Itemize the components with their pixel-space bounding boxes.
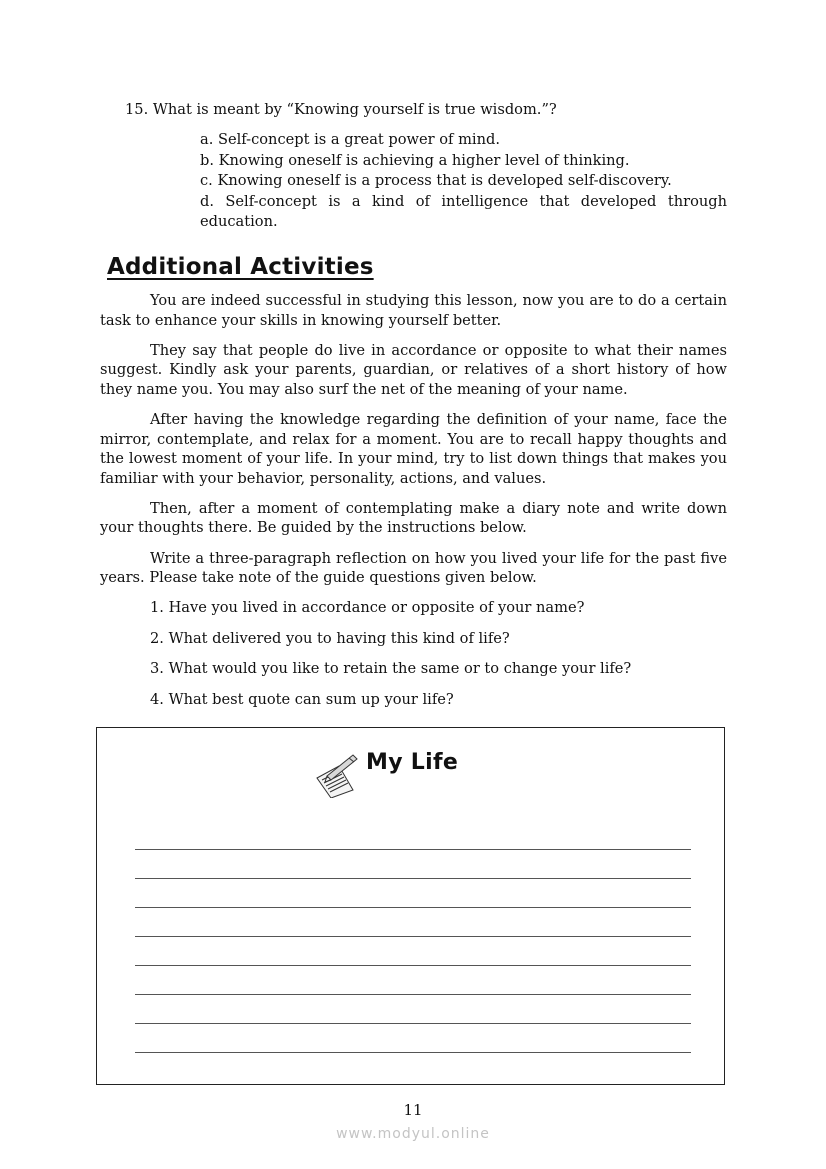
paragraph: Then, after a moment of contemplating make a diary note and write down your thoughts there. Be guided by the instructions below. [100, 499, 727, 537]
question-15-choices [200, 130, 727, 233]
guide-question: 3. What would you like to retain the same or to change your life? [150, 660, 632, 678]
question-15-stem: 15. What is meant by “Knowing yourself is true wisdom.”? [125, 101, 557, 118]
guide-question: 1. Have you lived in accordance or opposite of your name? [150, 599, 585, 616]
watermark: www.modyul.online [336, 1126, 490, 1142]
writing-line [135, 936, 691, 937]
writing-line [135, 878, 691, 879]
writing-line [135, 1023, 691, 1024]
section-heading: Additional Activities [107, 254, 374, 280]
my-life-title: My Life [366, 750, 459, 775]
paragraph: After having the knowledge regarding the definition of your name, face the mirror, contemplate, and relax for a moment. You are to recall happy thoughts and the lowest moment of your life. In your mind, try to list down things that makes you familiar with your behavior, personality, actions, and values. [100, 410, 727, 487]
activity-instructions [100, 291, 727, 598]
paragraph: They say that people do live in accordance or opposite to what their names suggest. Kindly ask your parents, guardian, or relatives of a short history of how they name you. You may also surf the net of the meaning of your name. [100, 341, 727, 398]
choice-b: b. Knowing oneself is achieving a higher level of thinking. [200, 151, 630, 169]
page-number: 11 [403, 1101, 423, 1119]
my-life-writing-box [96, 727, 725, 1085]
writing-line [135, 965, 691, 966]
writing-line [135, 907, 691, 908]
choice-c: c. Knowing oneself is a process that is developed self-discovery. [200, 172, 672, 190]
choice-a: a. Self-concept is a great power of mind. [200, 131, 500, 148]
paragraph: You are indeed successful in studying this lesson, now you are to do a certain task to enhance your skills in knowing yourself better. [100, 292, 727, 329]
writing-line [135, 849, 691, 850]
guide-questions [150, 598, 727, 720]
choice-d: d. Self-concept is a kind of intelligence that developed through education. [200, 192, 727, 231]
paragraph: Write a three-paragraph reflection on how you lived your life for the past five years. Please take note of the guide questions given below. [100, 549, 727, 587]
notepad-pencil-icon [313, 752, 359, 798]
guide-question: 2. What delivered you to having this kind of life? [150, 629, 510, 647]
writing-line [135, 994, 691, 995]
writing-line [135, 1052, 691, 1053]
guide-question: 4. What best quote can sum up your life? [150, 690, 454, 708]
